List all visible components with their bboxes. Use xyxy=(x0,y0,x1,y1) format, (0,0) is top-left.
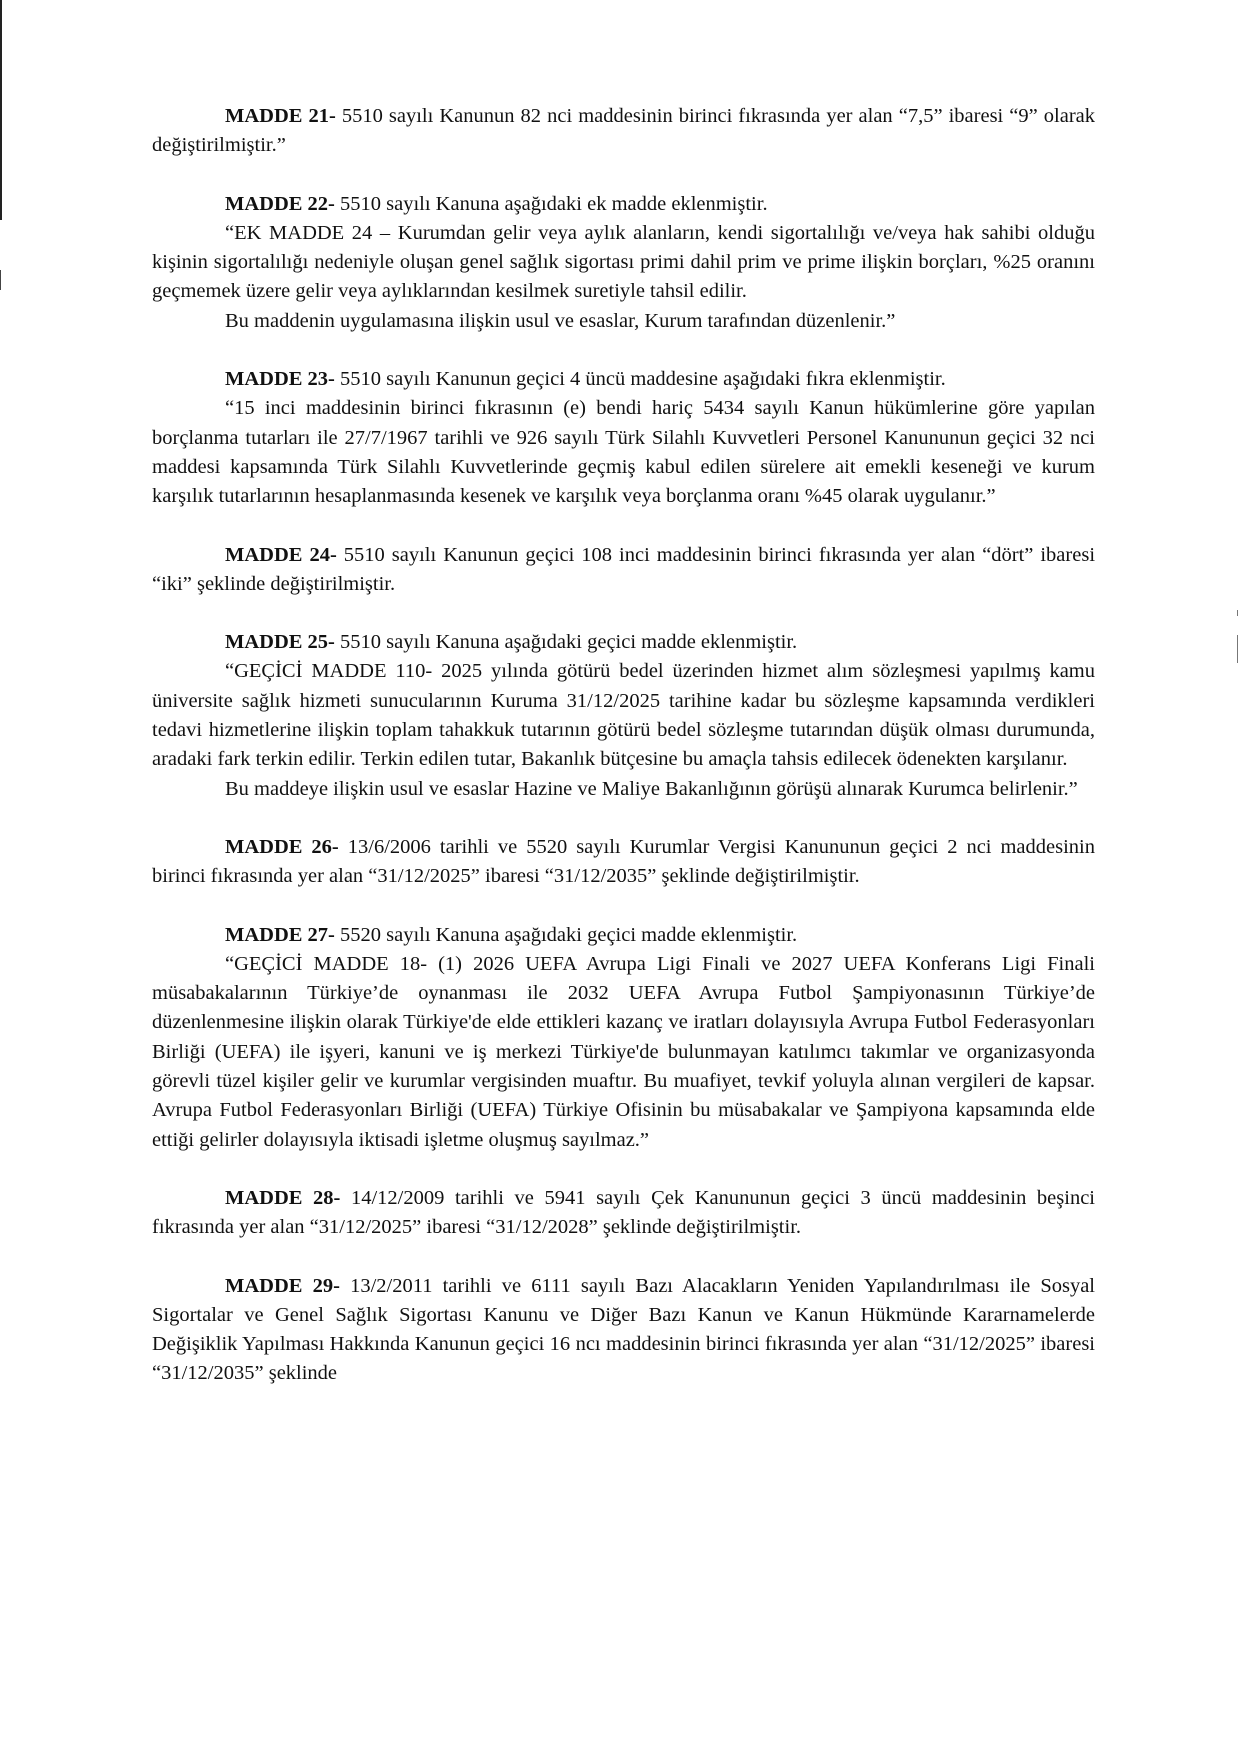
document-page xyxy=(152,102,1095,1418)
article-paragraph xyxy=(152,833,1095,892)
article-heading: MADDE 23- xyxy=(225,368,335,391)
article-paragraph: Bu maddeye ilişkin usul ve esaslar Hazine ve Maliye Bakanlığının görüşü alınarak Kurumca belirlenir.” xyxy=(225,777,1078,800)
article-25 xyxy=(152,628,1095,804)
article-22 xyxy=(152,190,1095,336)
article-heading: MADDE 22- xyxy=(225,192,335,215)
article-paragraph: “15 inci maddesinin birinci fıkrasının (e) bendi hariç 5434 sayılı Kanun hükümlerine göre yapılan borçlanma tutarları ile 27/7/1967 tarihli ve 926 sayılı Türk Silahlı Kuvvetleri Personel Kanununun geçici 32 nci maddesi kapsamında Türk Silahlı Kuvvetlerinde geçmiş kabul edilen sürelere ait emekli keseneği ve kurum karşılık tutarlarının hesaplanmasında kesenek ve karşılık veya borçlanma oranı %45 olarak uygulanır.” xyxy=(152,397,1095,508)
article-28 xyxy=(152,1184,1095,1243)
article-29 xyxy=(152,1272,1095,1389)
article-paragraph xyxy=(152,628,1095,657)
article-paragraph xyxy=(152,541,1095,600)
article-paragraph xyxy=(152,365,1095,394)
article-paragraph: Bu maddenin uygulamasına ilişkin usul ve esaslar, Kurum tarafından düzenlenir.” xyxy=(225,309,896,332)
article-paragraph: “GEÇİCİ MADDE 110- 2025 yılında götürü bedel üzerinden hizmet alım sözleşmesi yapılmış kamu üniversite sağlık hizmeti sunucularının Kuruma 31/12/2025 tarihine kadar bu sözleşme kapsamında verdikleri tedavi hizmetlerine ilişkin toplam tahakkuk tutarının götürü bedel sözleşme tutarından düşük olması durumunda, aradaki fark terkin edilir. Terkin edilen tutar, Bakanlık bütçesine bu amaçla tahsis edilecek ödenekten karşılanır. xyxy=(152,660,1095,771)
article-paragraph: “EK MADDE 24 – Kurumdan gelir veya aylık alanların, kendi sigortalılığı ve/veya hak sahibi olduğu kişinin sigortalılığı nedeniyle oluşan genel sağlık sigortası primi dahil prim ve prime ilişkin borçları, %25 oranını geçmemek üzere gelir veya aylıklarından kesilmek suretiyle tahsil edilir. xyxy=(152,221,1095,303)
article-heading: MADDE 27- xyxy=(225,923,335,946)
article-heading: MADDE 21- xyxy=(225,105,336,127)
article-heading: MADDE 29- xyxy=(225,1274,340,1297)
article-text: 5510 sayılı Kanunun geçici 4 üncü maddesine aşağıdaki fıkra eklenmiştir. xyxy=(334,368,946,391)
article-text: 13/2/2011 tarihli ve 6111 sayılı Bazı Alacakların Yeniden Yapılandırılması ile Sosyal Sigortalar ve Genel Sağlık Sigortası Kanunu ve Diğer Bazı Kanun ve Kanun Hükmünde Kararnamelerde Değişiklik Yapılması Hakkında Kanunun geçici 16 ncı maddesinin birinci fıkrasında yer alan “31/12/2025” ibaresi “31/12/2035” şeklinde xyxy=(152,1274,1095,1385)
article-27 xyxy=(152,921,1095,1155)
article-paragraph xyxy=(152,190,1095,219)
article-paragraph xyxy=(152,1184,1095,1243)
article-heading: MADDE 25- xyxy=(225,631,335,654)
article-paragraph xyxy=(152,1272,1095,1389)
article-21 xyxy=(152,102,1095,161)
article-text: 5510 sayılı Kanuna aşağıdaki ek madde eklenmiştir. xyxy=(334,192,768,215)
article-text: 13/6/2006 tarihli ve 5520 sayılı Kurumlar Vergisi Kanununun geçici 2 nci maddesinin birinci fıkrasında yer alan “31/12/2025” ibaresi “31/12/2035” şeklinde değiştirilmiştir. xyxy=(152,835,1096,888)
article-23 xyxy=(152,365,1095,511)
article-text: 5510 sayılı Kanuna aşağıdaki geçici madde eklenmiştir. xyxy=(334,631,798,654)
article-heading: MADDE 28- xyxy=(225,1186,341,1209)
article-24 xyxy=(152,541,1095,600)
scan-edge-mark xyxy=(0,0,2,220)
article-text: 14/12/2009 tarihli ve 5941 sayılı Çek Kanununun geçici 3 üncü maddesinin beşinci fıkrasında yer alan “31/12/2025” ibaresi “31/12/2028” şeklinde değiştirilmiştir. xyxy=(152,1186,1096,1239)
article-text: 5510 sayılı Kanunun 82 nci maddesinin birinci fıkrasında yer alan “7,5” ibaresi “9” olarak değiştirilmiştir.” xyxy=(152,105,1095,157)
article-text: 5510 sayılı Kanunun geçici 108 inci maddesinin birinci fıkrasında yer alan “dört” ibaresi “iki” şeklinde değiştirilmiştir. xyxy=(152,543,1096,595)
article-heading: MADDE 24- xyxy=(225,543,337,566)
scan-edge-mark xyxy=(1237,635,1238,663)
article-paragraph xyxy=(152,102,1095,161)
article-26 xyxy=(152,833,1095,892)
article-text: 5520 sayılı Kanuna aşağıdaki geçici madde eklenmiştir. xyxy=(334,923,798,946)
scan-edge-mark xyxy=(0,270,1,290)
article-paragraph xyxy=(152,921,1095,950)
scan-edge-mark xyxy=(1237,610,1238,616)
article-paragraph: “GEÇİCİ MADDE 18- (1) 2026 UEFA Avrupa Ligi Finali ve 2027 UEFA Konferans Ligi Finali müsabakalarının Türkiye’de oynanması ile 2032 UEFA Avrupa Futbol Şampiyonasının Türkiye’de düzenlenmesine ilişkin olarak Türkiye'de elde ettikleri kazanç ve iratları dolayısıyla Avrupa Futbol Federasyonları Birliği (UEFA) ile işyeri, kanuni ve iş merkezi Türkiye'de bulunmayan katılımcı takımlar ve organizasyonda görevli tüzel kişiler gelir ve kurumlar vergisinden muaftır. Bu muafiyet, tevkif yoluyla alınan vergileri de kapsar. Avrupa Futbol Federasyonları Birliği (UEFA) Türkiye Ofisinin bu müsabakalar ve Şampiyona kapsamında elde ettiği gelirler dolayısıyla iktisadi işletme oluşmuş sayılmaz.” xyxy=(152,952,1095,1151)
article-heading: MADDE 26- xyxy=(225,835,339,858)
